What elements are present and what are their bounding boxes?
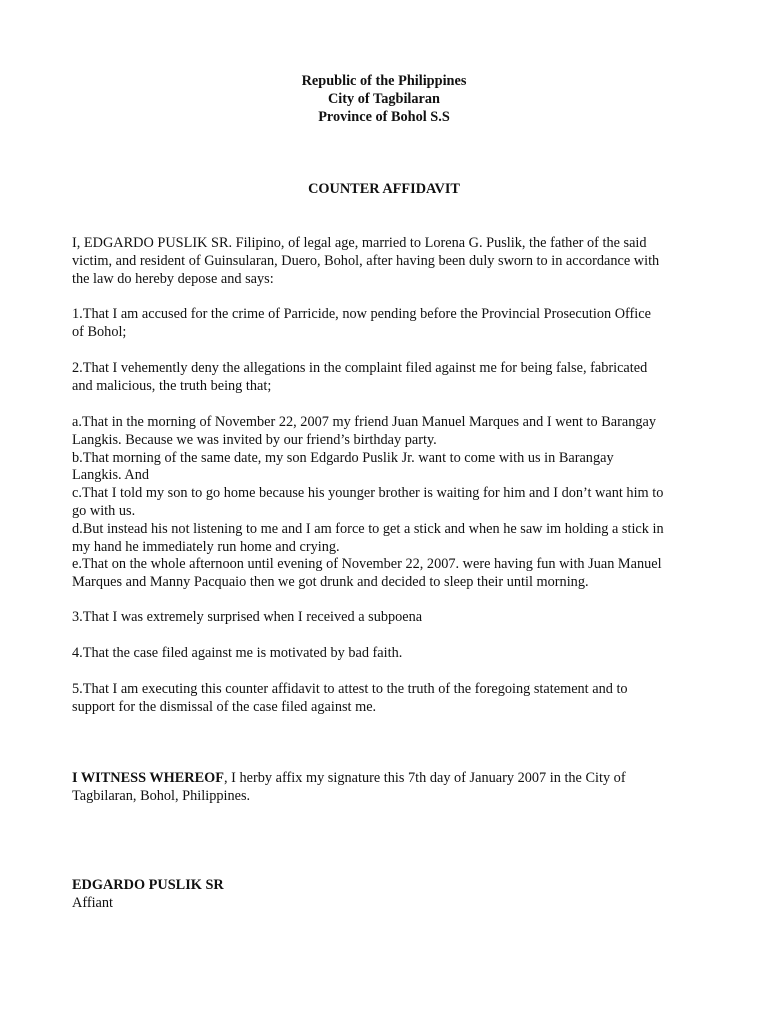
item-5-line-1: 5.That I am executing this counter affidavit to attest to the truth of the foregoing statement and to [72, 681, 628, 697]
document-header [0, 72, 768, 126]
item-2-line-1: 2.That I vehemently deny the allegations in the complaint filed against me for being false, fabricated [72, 360, 648, 376]
item-1-paragraph [72, 306, 702, 342]
sub-item-e-line-2: Marques and Manny Pacquaio then we got drunk and decided to sleep their until morning. [72, 574, 589, 591]
header-city: City of Tagbilaran [327, 91, 440, 107]
intro-line-3: the law do hereby depose and says: [72, 270, 274, 287]
signature-block [72, 877, 702, 913]
intro-line-1: I, EDGARDO PUSLIK SR. Filipino, of legal age, married to Lorena G. Puslik, the father of the said [72, 235, 647, 251]
sub-item-c-line-1: c.That I told my son to go home because his younger brother is waiting for him and I don’t want him to [72, 485, 664, 502]
item-5-paragraph [72, 681, 702, 717]
witness-text: , I herby affix my signature this 7th day of January 2007 in the City of [224, 770, 626, 786]
item-5-line-2: support for the dismissal of the case filed against me. [72, 698, 377, 715]
witness-heading: I WITNESS WHEREOF [72, 770, 225, 786]
sub-items-block [72, 414, 702, 592]
intro-line-2: victim, and resident of Guinsularan, Duero, Bohol, after having been duly sworn to in accordance with [72, 252, 660, 269]
item-2-paragraph [72, 360, 702, 396]
witness-line-1 [72, 770, 702, 788]
affiant-name: EDGARDO PUSLIK SR [72, 877, 224, 893]
item-3-paragraph [72, 609, 702, 627]
witness-line-2: Tagbilaran, Bohol, Philippines. [72, 787, 251, 804]
witness-paragraph [72, 770, 702, 806]
item-1-line-2: of Bohol; [72, 323, 127, 340]
item-2-line-2: and malicious, the truth being that; [72, 377, 272, 394]
item-3-line: 3.That I was extremely surprised when I received a subpoena [72, 609, 423, 625]
header-republic: Republic of the Philippines [301, 73, 467, 89]
header-province: Province of Bohol S.S [318, 109, 450, 125]
sub-item-b-line-2: Langkis. And [72, 467, 150, 484]
sub-item-d-line-2: my hand he immediately run home and crying. [72, 538, 340, 555]
item-4-line: 4.That the case filed against me is motivated by bad faith. [72, 645, 403, 661]
sub-item-c-line-2: go with us. [72, 502, 136, 519]
document-title: COUNTER AFFIDAVIT [308, 181, 460, 197]
sub-item-b-line-1: b.That morning of the same date, my son Edgardo Puslik Jr. want to come with us in Barangay [72, 449, 614, 466]
sub-item-e-line-1: e.That on the whole afternoon until evening of November 22, 2007. were having fun with Juan Manuel [72, 556, 662, 573]
item-1-line-1: 1.That I am accused for the crime of Parricide, now pending before the Provincial Prosecution Office [72, 306, 651, 322]
sub-item-a-line-2: Langkis. Because we was invited by our friend’s birthday party. [72, 431, 437, 448]
sub-item-a-line-1: a.That in the morning of November 22, 2007 my friend Juan Manuel Marques and I went to Barangay [72, 414, 657, 430]
sub-item-d-line-1: d.But instead his not listening to me and I am force to get a stick and when he saw im holding a stick in [72, 520, 664, 537]
item-4-paragraph [72, 645, 702, 663]
intro-paragraph [72, 235, 702, 288]
affiant-role: Affiant [72, 894, 114, 911]
